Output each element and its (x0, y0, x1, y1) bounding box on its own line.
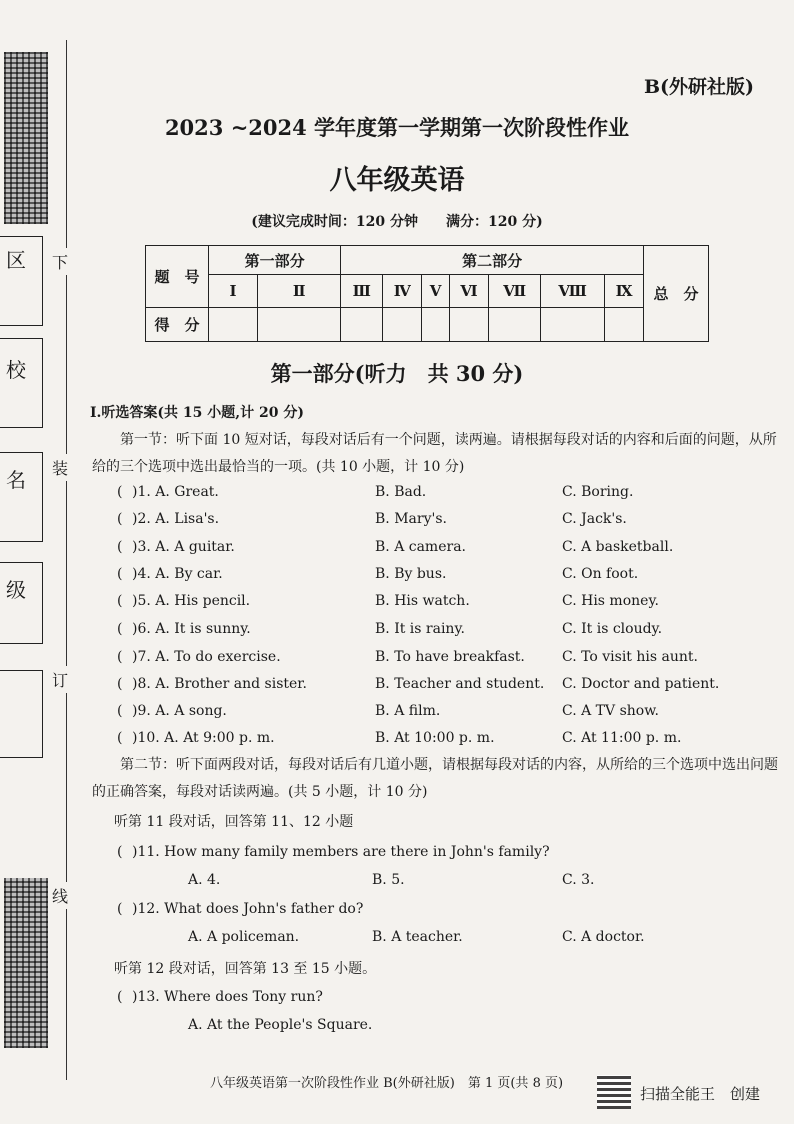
question-row: ( )11. How many family members are there in John's family? (92, 839, 782, 866)
question-row: ( )2. A. Lisa's. B. Mary's. C. Jack's. (92, 506, 782, 533)
section2-instructions: 第二节：听下面两段对话，每段对话后有几道小题，请根据每段对话的内容，从所给的三个选项中选出问题的正确答案，每段对话读两遍。(共 5 小题，计 10 分) (92, 757, 778, 800)
dialog12-heading: 听第 12 段对话，回答第 13 至 15 小题。 (114, 961, 377, 977)
question-stem: )13. Where does Tony run? (132, 989, 323, 1005)
option-a: )5. A. His pencil. (132, 593, 251, 609)
dialog11-heading: 听第 11 段对话，回答第 11、12 小题 (114, 814, 354, 830)
question-row: ( )6. A. It is sunny. B. It is rainy. C. It is cloudy. (92, 616, 782, 643)
score-cell[interactable] (341, 308, 383, 342)
option-c: C. A doctor. (562, 929, 645, 945)
score-table (145, 245, 709, 342)
options-row (92, 1012, 782, 1039)
score-cell[interactable] (383, 308, 422, 342)
options-row (92, 867, 782, 894)
class-label: 级 (6, 578, 26, 602)
option-b: B. By bus. (375, 566, 447, 582)
exam-title: 2023 ~2024 学年度第一学期第一次阶段性作业 (164, 115, 630, 140)
option-c: C. Jack's. (562, 511, 627, 527)
option-b: B. Teacher and student. (375, 676, 545, 692)
numeral-cell: Ⅲ (341, 275, 383, 308)
question-row: ( )1. A. Great. B. Bad. C. Boring. (92, 479, 782, 506)
numeral-cell: Ⅱ (258, 275, 341, 308)
qr-code-icon (597, 1075, 631, 1109)
question-row: ( )13. Where does Tony run? (92, 984, 782, 1011)
score-cell[interactable] (605, 308, 644, 342)
option-a: )8. A. Brother and sister. (132, 676, 307, 692)
option-b: B. Bad. (375, 484, 427, 500)
option-b: B. A camera. (375, 539, 466, 555)
subject-title: 八年级英语 (329, 165, 465, 196)
numeral-cell: Ⅵ (449, 275, 489, 308)
seal-word-staple: 订 (52, 666, 68, 693)
question-row: ( )7. A. To do exercise. B. To have breakfast. C. To visit his aunt. (92, 644, 782, 671)
option-c: C. Boring. (562, 484, 634, 500)
option-a: )3. A. A guitar. (132, 539, 235, 555)
question-row: ( )8. A. Brother and sister. B. Teacher and student. C. Doctor and patient. (92, 671, 782, 698)
score-cell[interactable] (422, 308, 449, 342)
score-row-label: 得 分 (146, 308, 209, 342)
section-heading: Ⅰ.听选答案(共 15 小题,计 20 分) (90, 405, 305, 421)
numeral-cell: Ⅸ (605, 275, 644, 308)
option-b: B. It is rainy. (375, 621, 465, 637)
option-b: B. 5. (372, 872, 405, 888)
option-b: B. Mary's. (375, 511, 447, 527)
question-row: ( )4. A. By car. B. By bus. C. On foot. (92, 561, 782, 588)
school-label: 校 (6, 358, 26, 382)
option-b: B. At 10:00 p. m. (375, 730, 495, 746)
option-a: )4. A. By car. (132, 566, 223, 582)
option-b: B. To have breakfast. (375, 649, 525, 665)
part-one-title: 第一部分(听力 共 30 分) (270, 361, 524, 386)
option-c: C. 3. (562, 872, 595, 888)
option-c: C. A TV show. (562, 703, 659, 719)
option-b: B. A teacher. (372, 929, 463, 945)
name-label: 名 (6, 468, 26, 492)
question-row: ( )12. What does John's father do? (92, 896, 782, 923)
option-b: B. His watch. (375, 593, 470, 609)
option-c: C. It is cloudy. (562, 621, 663, 637)
option-c: C. At 11:00 p. m. (562, 730, 682, 746)
option-a: A. At the People's Square. (188, 1017, 373, 1033)
option-c: C. His money. (562, 593, 659, 609)
score-cell[interactable] (209, 308, 258, 342)
number-box (0, 670, 43, 758)
question-number-header: 题 号 (146, 246, 209, 308)
option-a: )7. A. To do exercise. (132, 649, 281, 665)
question-list (92, 479, 782, 749)
question-stem: )12. What does John's father do? (132, 901, 364, 917)
part2-header: 第二部分 (341, 246, 644, 275)
numeral-cell: Ⅰ (209, 275, 258, 308)
time-info: (建议完成时间：120 分钟 满分：120 分) (251, 214, 543, 230)
question-row: ( )5. A. His pencil. B. His watch. C. His money. (92, 588, 782, 615)
option-a: A. 4. (188, 872, 221, 888)
binding-pattern-bottom (4, 878, 48, 1048)
score-cell[interactable] (541, 308, 605, 342)
option-c: C. Doctor and patient. (562, 676, 720, 692)
page-footer: 八年级英语第一次阶段性作业 B(外研社版) 第 1 页(共 8 页) (210, 1076, 564, 1091)
part1-header: 第一部分 (209, 246, 341, 275)
options-row (92, 924, 782, 951)
score-cell[interactable] (449, 308, 489, 342)
option-c: C. A basketball. (562, 539, 674, 555)
question-stem: )11. How many family members are there in John's family? (132, 844, 550, 860)
option-a: )10. A. At 9:00 p. m. (132, 730, 275, 746)
edition-label: B(外研社版) (643, 76, 754, 98)
question-row: ( )10. A. At 9:00 p. m. B. At 10:00 p. m. C. At 11:00 p. m. (92, 725, 782, 752)
question-row: ( )9. A. A song. B. A film. C. A TV show. (92, 698, 782, 725)
option-a: )2. A. Lisa's. (132, 511, 220, 527)
seal-word-bind: 装 (52, 454, 68, 481)
option-c: C. On foot. (562, 566, 639, 582)
option-a: A. A policeman. (188, 929, 300, 945)
seal-word-line: 线 (52, 882, 68, 909)
district-label: 区 (6, 248, 26, 272)
option-b: B. A film. (375, 703, 441, 719)
option-a: )1. A. Great. (132, 484, 219, 500)
section1-instructions: 第一节：听下面 10 短对话，每段对话后有一个问题，读两遍。请根据每段对话的内容和后面的问题，从所给的三个选项中选出最恰当的一项。(共 10 小题，计 10 分) (92, 432, 777, 475)
option-a: )9. A. A song. (132, 703, 227, 719)
score-cell[interactable] (489, 308, 541, 342)
numeral-cell: Ⅴ (422, 275, 449, 308)
seal-word-down: 下 (52, 248, 68, 275)
numeral-cell: Ⅷ (541, 275, 605, 308)
option-a: )6. A. It is sunny. (132, 621, 251, 637)
scanner-watermark: 扫描全能王 创建 (640, 1085, 761, 1103)
numeral-cell: Ⅶ (489, 275, 541, 308)
numeral-cell: Ⅳ (383, 275, 422, 308)
question-row: ( )3. A. A guitar. B. A camera. C. A basketball. (92, 534, 782, 561)
option-c: C. To visit his aunt. (562, 649, 698, 665)
total-header: 总 分 (644, 246, 709, 342)
score-cell[interactable] (258, 308, 341, 342)
